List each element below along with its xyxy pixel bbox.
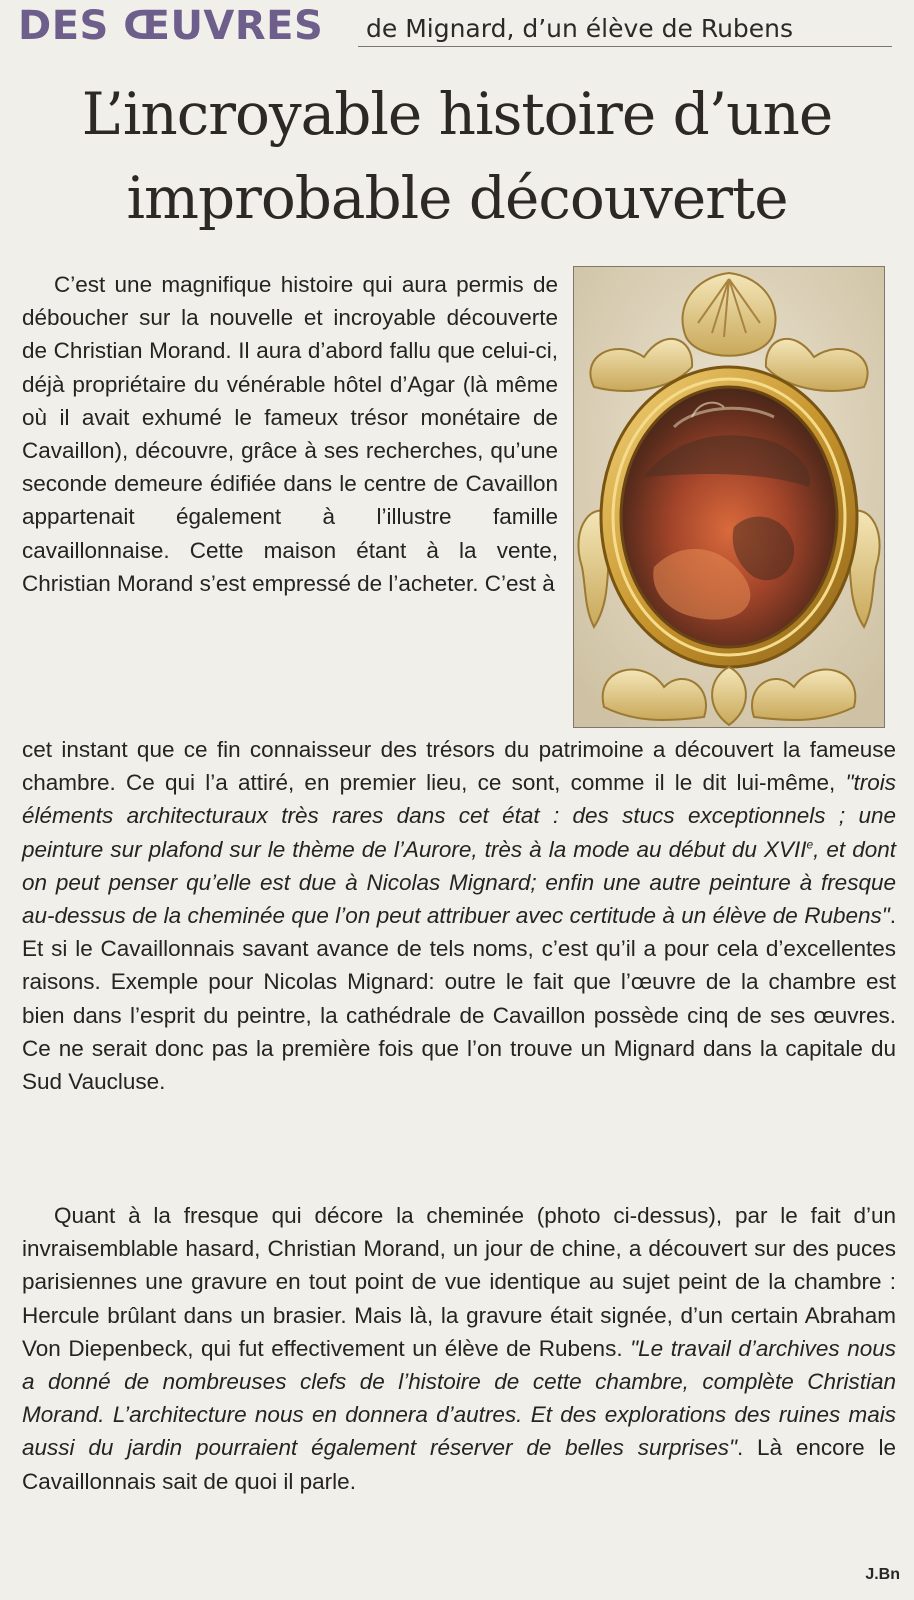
quote-1-superscript: e [806,837,814,852]
headline [14,72,900,240]
paragraph-2-text-b: . Là encore le Cavaillonnais sait de quoi il parle. [22,1435,896,1494]
article-paragraph-1-continued [22,733,896,1098]
kicker-line [18,2,898,50]
quote-1b: , et dont on peut penser qu’elle est due à Nicolas Mignard; enfin une autre peinture à fresque au-dessus de la cheminée que l’on peut attribuer avec certitude à un élève de Rubens" [22,836,896,929]
fresco-photo [573,266,885,728]
paragraph-1-text-a: cet instant que ce fin connaisseur des trésors du patrimoine a découvert la fameuse chambre. Ce qui l’a attiré, en premier lieu, ce sont, comme il le dit lui-même, [22,737,896,796]
kicker-rule [358,46,892,47]
kicker-subtitle: de Mignard, d’un élève de Rubens [366,14,794,43]
quote-2: "Le travail d’archives nous a donné de nombreuses clefs de l’histoire de cette chambre, complète Christian Morand. L’architecture nous en donnera d’autres. Et des explorations des ruines mais aussi du jardin pourraient également réserver de belles surprises" [22,1335,896,1461]
paragraph-1-text-b: . Et si le Cavaillonnais savant avance de tels noms, c’est qu’il a pour cela d’excellentes raisons. Exemple pour Nicolas Mignard: outre le fait que l’œuvre de la chambre est bien dans l’esprit du peintre, la cathédrale de Cavaillon possède cinq de ses œuvres. Ce ne serait donc pas la première fois que l’on trouve un Mignard dans la capitale du Sud Vaucluse. [22,903,896,1095]
article-paragraph-2 [22,1199,896,1498]
kicker-label: DES ŒUVRES [18,3,324,49]
paragraph-2-text-a: Quant à la fresque qui décore la cheminée (photo ci-dessus), par le fait d’un invraisemblable hasard, Christian Morand, un jour de chine, a découvert sur des puces parisiennes une gravure en tout point de vue identique au sujet peint de la chambre : Hercule brûlant dans un brasier. Mais là, la gravure était signée, d’un certain Abraham Von Diepenbeck, qui fut effectivement un élève de Rubens. [22,1203,896,1361]
headline-line-2: improbable découverte [126,164,788,232]
headline-line-1: L’incroyable histoire d’une [81,80,833,148]
quote-1a: "trois éléments architecturaux très rares dans cet état : des stucs exceptionnels ; une peinture sur plafond sur le thème de l’Aurore, très à la mode au début du XVII [22,770,896,862]
ornate-frame-image [574,267,884,727]
author-signature: J.Bn [865,1566,900,1583]
article-paragraph-1-column: C’est une magnifique histoire qui aura permis de déboucher sur la nouvelle et incroyable découverte de Christian Morand. Il aura d’abord fallu que celui-ci, déjà propriétaire du vénérable hôtel d’Agar (là même où il avait exhumé le fameux trésor monétaire de Cavaillon), découvre, grâce à ses recherches, qu’une seconde demeure édifiée dans le centre de Cavaillon appartenait également à l’illustre famille cavaillonnaise. Cette maison étant à la vente, Christian Morand s’est empressé de l’acheter. C’est à [22,272,558,596]
